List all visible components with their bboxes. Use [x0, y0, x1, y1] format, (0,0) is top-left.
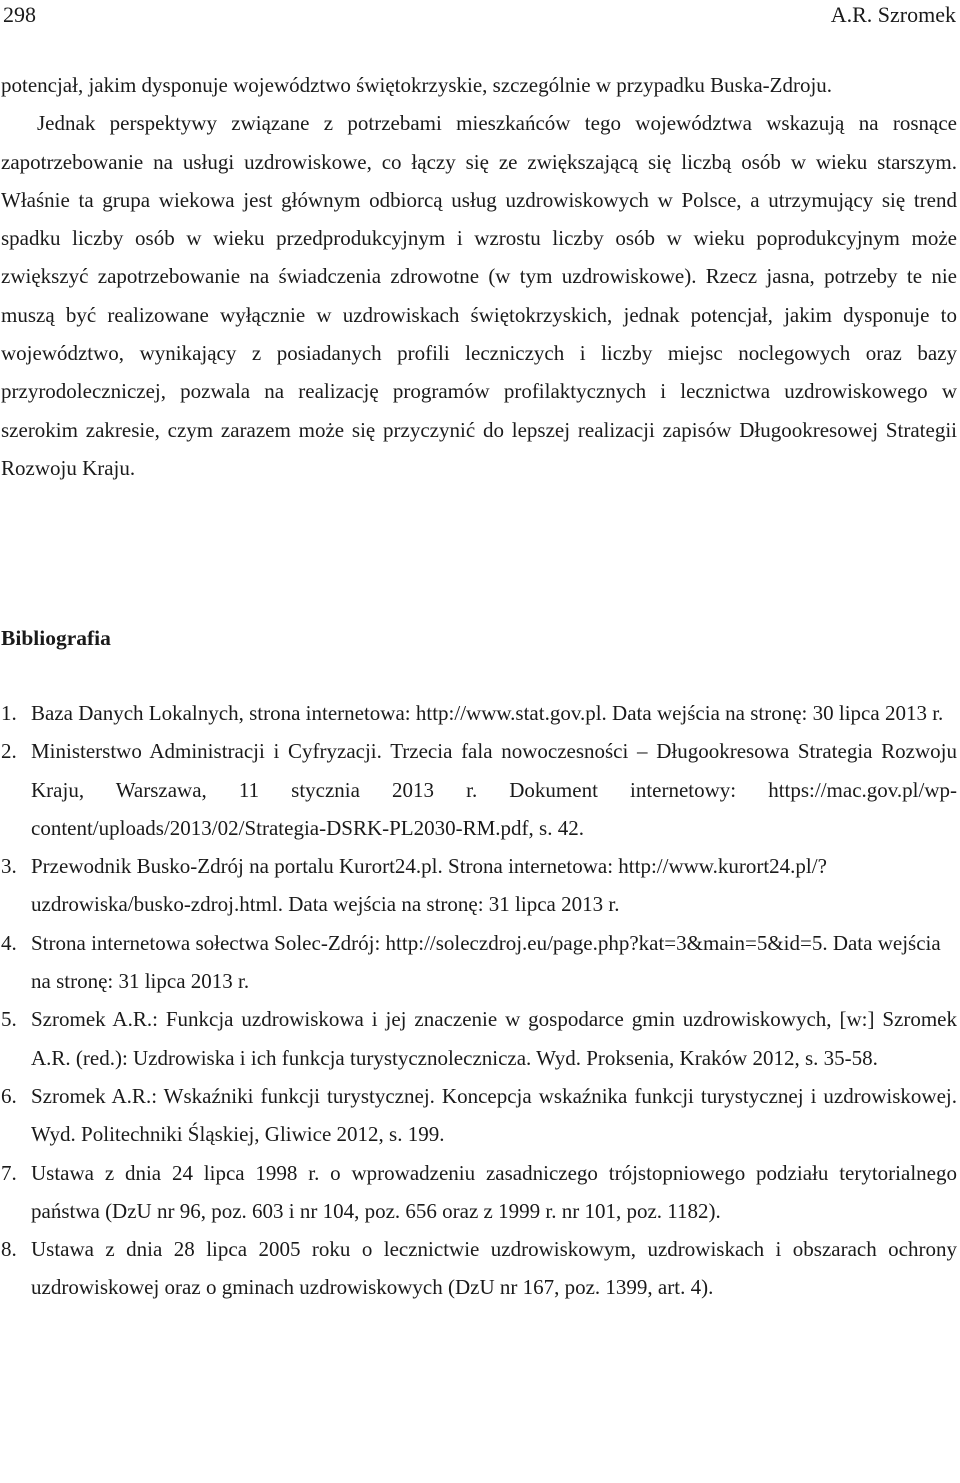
bibliography-entry: [1, 1230, 957, 1307]
entry-text: Szromek A.R.: Funkcja uzdrowiskowa i jej znaczenie w gospodarce gmin uzdrowiskowych, [w:] Szromek A.R. (red.): Uzdrowiska i ich funkcja turystycznolecznicza. Wyd. Proksenia, Kraków 2012, s. 35-58.: [31, 1007, 957, 1070]
entry-text: Ustawa z dnia 28 lipca 2005 roku o lecznictwie uzdrowiskowym, uzdrowiskach i obszarach ochrony uzdrowiskowej oraz o gminach uzdrowiskowych (DzU nr 167, poz. 1399, art. 4).: [31, 1237, 957, 1300]
entry-number: 1.: [1, 701, 17, 725]
body-paragraph: potencjał, jakim dysponuje województwo świętokrzyskie, szczególnie w przypadku Buska-Zdroju.: [1, 73, 833, 97]
entry-text: Strona internetowa sołectwa Solec-Zdrój: http://soleczdroj.eu/page.php?kat=3&main=5&id=5. Data wejścia na stronę: 31 lipca 2013 r.: [31, 930, 941, 994]
entry-text: Szromek A.R.: Wskaźniki funkcji turystycznej. Koncepcja wskaźnika funkcji turystycznej i uzdrowiskowej. Wyd. Politechniki Śląskiej, Gliwice 2012, s. 199.: [31, 1083, 957, 1147]
bibliography-entry: [1, 732, 957, 847]
author-header: A.R. Szromek: [830, 2, 956, 27]
entry-text: Przewodnik Busko-Zdrój na portalu Kurort24.pl. Strona internetowa: http://www.kurort24.pl/?uzdrowiska/busko-zdroj.html. Data wejścia na stronę: 31 lipca 2013 r.: [31, 854, 827, 917]
bibliography-entry: [1, 924, 957, 1001]
entry-number: 5.: [1, 1007, 17, 1032]
entry-text: Baza Danych Lokalnych, strona internetowa: http://www.stat.gov.pl. Data wejścia na stronę: 30 lipca 2013 r.: [31, 701, 944, 725]
bibliography-entry: [1, 694, 957, 732]
body-text: [1, 66, 957, 487]
body-paragraph: Jednak perspektywy związane z potrzebami mieszkańców tego województwa wskazują na rosnące zapotrzebowanie na usługi uzdrowiskowe, co łączy się ze zwiększającą się liczbą osób w wieku starszym. Właśnie ta grupa wiekowa jest głównym odbiorcą usług uzdrowiskowych w Polsce, a utrzymujący się trend spadku liczby osób w wieku przedprodukcyjnym i wzrostu liczby osób w wieku poprodukcyjnym może zwiększyć zapotrzebowanie na świadczenia zdrowotne (w tym uzdrowiskowe). Rzecz jasna, potrzeby te nie muszą być realizowane wyłącznie w uzdrowiskach świętokrzyskich, jednak potencjał, jakim dysponuje to województwo, wynikający z posiadanych profili leczniczych i liczby miejsc noclegowych oraz bazy przyrodoleczniczej, pozwala na realizację programów profilaktycznych i lecznictwa uzdrowiskowego w szerokim zakresie, czym zarazem może się przyczynić do lepszej realizacji zapisów Długookresowej Strategii Rozwoju Kraju.: [1, 111, 957, 480]
entry-number: 7.: [1, 1160, 17, 1185]
entry-text: Ustawa z dnia 24 lipca 1998 r. o wprowadzeniu zasadniczego trójstopniowego podziału terytorialnego państwa (DzU nr 96, poz. 603 i nr 104, poz. 656 oraz z 1999 r. nr 101, poz. 1182).: [31, 1160, 957, 1223]
bibliography-entry: [1, 847, 957, 924]
entry-number: 2.: [1, 739, 17, 764]
bibliography-entry: [1, 1154, 957, 1231]
bibliography-entry: [1, 1077, 957, 1154]
entry-number: 3.: [1, 854, 17, 879]
page-number: 298: [3, 2, 36, 27]
entry-number: 8.: [1, 1237, 17, 1262]
entry-number: 6.: [1, 1083, 17, 1108]
bibliography-entry: [1, 1000, 957, 1077]
bibliography-list: [1, 694, 957, 1307]
entry-number: 4.: [1, 930, 17, 955]
running-header: [3, 0, 956, 30]
entry-text: Ministerstwo Administracji i Cyfryzacji. Trzecia fala nowoczesności – Długookresowa Strategia Rozwoju Kraju, Warszawa, 11 stycznia 2013 r. Dokument internetowy: https://mac.gov.pl/wp-content/uploads/2013/02/Strategia-DSRK-PL2030-RM.pdf, s. 42.: [31, 739, 957, 840]
bibliography-heading: Bibliografia: [1, 626, 111, 650]
